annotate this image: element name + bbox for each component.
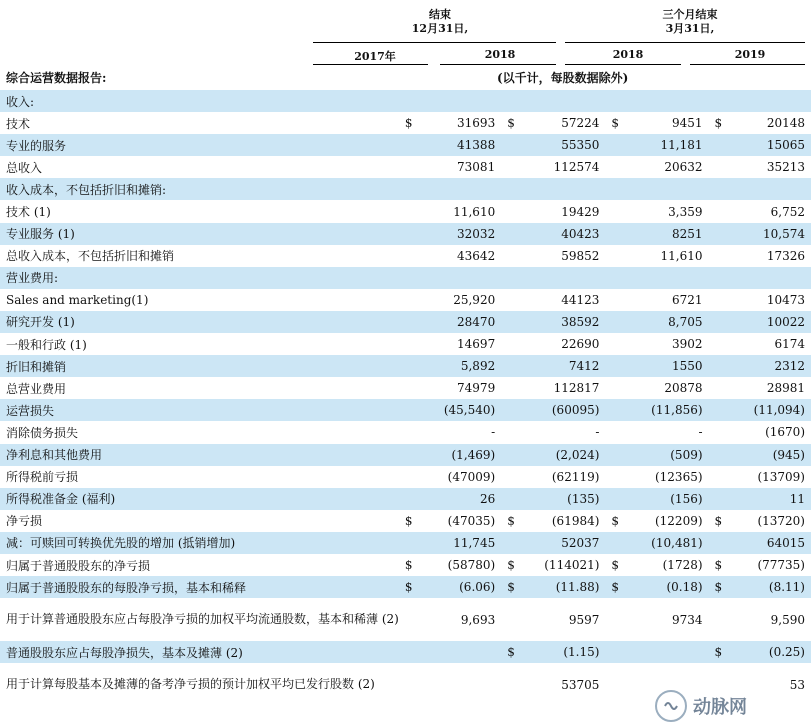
column-header-1: 2017年: [354, 50, 396, 63]
currency-cell: $: [605, 576, 623, 598]
currency-cell: [709, 223, 727, 245]
value-cell: 112817: [553, 381, 600, 396]
currency-cell: [399, 90, 417, 112]
value-cell: (60095): [519, 399, 605, 421]
value-cell: 22690: [561, 337, 600, 352]
currency-cell: [501, 377, 519, 399]
currency-cell: [605, 377, 623, 399]
row-label: Sales and marketing(1): [6, 292, 149, 307]
currency-cell: [709, 200, 727, 222]
currency-cell: $: [714, 513, 723, 528]
header-group-quarter-line1: 三个月结束: [662, 8, 718, 21]
value-cell: [624, 90, 709, 112]
currency-cell: [399, 333, 417, 355]
row-label: 技术 (1): [6, 205, 51, 220]
value-cell: 8,705: [624, 311, 709, 333]
header-group-annual-line2: 12月31日,: [411, 22, 469, 35]
currency-cell: $: [404, 116, 413, 131]
row-label: 归属于普通股股东的净亏损: [6, 558, 151, 573]
value-cell: (11.88): [519, 576, 605, 598]
currency-cell: [605, 663, 623, 706]
row-label: 总营业费用: [6, 381, 67, 396]
value-cell: 38592: [519, 311, 605, 333]
column-header-rule-4: [690, 64, 805, 65]
table-row: [0, 223, 811, 245]
value-cell: (6.06): [417, 576, 501, 598]
currency-cell: [605, 245, 623, 267]
value-cell: 6174: [774, 337, 805, 352]
currency-cell: [399, 598, 417, 641]
value-cell: 32032: [417, 223, 501, 245]
value-cell: 64015: [727, 532, 811, 554]
financial-table: [0, 90, 811, 706]
value-cell: (1728): [662, 558, 703, 573]
row-label: 净利息和其他费用: [0, 444, 399, 466]
unit-note: (以千计，每股数据除外): [497, 71, 629, 85]
value-cell: 55350: [519, 134, 605, 156]
value-cell: -: [698, 425, 703, 440]
currency-cell: $: [611, 116, 620, 131]
table-row: [0, 598, 811, 641]
value-cell: 26: [417, 488, 501, 510]
value-cell: 3,359: [668, 204, 703, 219]
row-label: 所得税准备金 (福利): [0, 488, 399, 510]
currency-cell: [605, 421, 623, 443]
value-cell: (135): [519, 488, 605, 510]
table-row: [0, 311, 811, 333]
value-cell: 59852: [561, 248, 600, 263]
value-cell: (10,481): [624, 532, 709, 554]
value-cell: (77735): [757, 558, 805, 573]
value-cell: (61984): [551, 513, 600, 528]
currency-cell: [501, 355, 519, 377]
column-header-rule-1: [313, 64, 428, 65]
currency-cell: [399, 466, 417, 488]
currency-cell: [709, 444, 727, 466]
table-row: [0, 488, 811, 510]
table-row: [0, 532, 811, 554]
value-cell: (1,469): [417, 444, 501, 466]
value-cell: (45,540): [417, 399, 501, 421]
value-cell: 41388: [417, 134, 501, 156]
currency-cell: $: [507, 513, 515, 528]
table-row: [0, 399, 811, 421]
row-label: 减：可赎回可转换优先股的增加 (抵销增加): [0, 532, 399, 554]
currency-cell: [501, 663, 519, 706]
currency-cell: [605, 156, 623, 178]
currency-cell: [399, 421, 417, 443]
currency-cell: [709, 466, 727, 488]
currency-cell: [501, 200, 519, 222]
value-cell: (8.11): [727, 576, 811, 598]
value-cell: 28470: [417, 311, 501, 333]
row-label: 折旧和摊销: [0, 355, 399, 377]
currency-cell: [399, 377, 417, 399]
table-row: [0, 289, 811, 311]
table-row: [0, 444, 811, 466]
currency-cell: [605, 399, 623, 421]
currency-cell: [605, 488, 623, 510]
value-cell: 2312: [727, 355, 811, 377]
value-cell: 44123: [561, 292, 600, 307]
table-row: [0, 510, 811, 532]
currency-cell: $: [404, 558, 413, 573]
value-cell: 73081: [457, 160, 496, 175]
currency-cell: [605, 289, 623, 311]
value-cell: 19429: [561, 204, 600, 219]
table-row: [0, 90, 811, 112]
value-cell: -: [595, 425, 600, 440]
currency-cell: [501, 466, 519, 488]
currency-cell: [501, 134, 519, 156]
currency-cell: [501, 598, 519, 641]
section-title: 综合运营数据报告:: [6, 71, 107, 85]
value-cell: (156): [624, 488, 709, 510]
value-cell: [417, 663, 501, 706]
currency-cell: $: [714, 116, 723, 131]
currency-cell: [399, 532, 417, 554]
row-label: 净亏损: [6, 514, 43, 529]
currency-cell: [605, 178, 623, 200]
value-cell: 5,892: [417, 355, 501, 377]
column-header-rule-2: [440, 64, 556, 65]
currency-cell: [399, 267, 417, 289]
table-row: [0, 267, 811, 289]
table-row: [0, 576, 811, 598]
currency-cell: [605, 333, 623, 355]
table-row: [0, 377, 811, 399]
column-header-rule-3: [565, 64, 681, 65]
currency-cell: [709, 333, 727, 355]
currency-cell: [501, 333, 519, 355]
currency-cell: [399, 178, 417, 200]
row-label: 收入成本，不包括折旧和摊销:: [0, 178, 399, 200]
row-label: 运营损失: [0, 399, 399, 421]
currency-cell: $: [507, 116, 515, 131]
value-cell: (13709): [757, 469, 805, 484]
currency-cell: [399, 311, 417, 333]
currency-cell: $: [611, 513, 620, 528]
table-row: [0, 554, 811, 576]
value-cell: (1.15): [519, 641, 605, 663]
value-cell: [519, 178, 605, 200]
currency-cell: [399, 399, 417, 421]
currency-cell: [399, 200, 417, 222]
value-cell: 20878: [664, 381, 703, 396]
row-label: 一般和行政 (1): [6, 337, 87, 352]
row-label: 营业费用:: [0, 267, 399, 289]
currency-cell: [501, 421, 519, 443]
value-cell: 3902: [671, 337, 703, 352]
table-row: [0, 641, 811, 663]
currency-cell: [501, 532, 519, 554]
currency-cell: [501, 444, 519, 466]
value-cell: (12365): [654, 469, 703, 484]
value-cell: -: [491, 425, 496, 440]
currency-cell: [399, 245, 417, 267]
watermark-text: 动脉网: [693, 697, 747, 718]
currency-cell: [501, 267, 519, 289]
currency-cell: [709, 488, 727, 510]
currency-cell: $: [611, 558, 620, 573]
row-label: 收入:: [0, 90, 399, 112]
row-label: 用于计算普通股股东应占每股净亏损的加权平均流通股数，基本和稀薄 (2): [6, 612, 399, 627]
value-cell: 9734: [671, 612, 703, 627]
row-label: 总收入: [6, 160, 43, 175]
value-cell: (62119): [551, 469, 600, 484]
value-cell: (509): [624, 444, 709, 466]
value-cell: [519, 267, 605, 289]
header-group-annual-line1: 结束: [429, 8, 451, 21]
value-cell: [417, 267, 501, 289]
value-cell: [417, 90, 501, 112]
currency-cell: [605, 444, 623, 466]
currency-cell: [501, 156, 519, 178]
value-cell: 43642: [457, 248, 496, 263]
currency-cell: [605, 532, 623, 554]
value-cell: (2,024): [519, 444, 605, 466]
table-row: [0, 112, 811, 134]
currency-cell: $: [709, 576, 727, 598]
currency-cell: [709, 532, 727, 554]
value-cell: 20148: [766, 116, 805, 131]
value-cell: (945): [727, 444, 811, 466]
currency-cell: [605, 466, 623, 488]
currency-cell: [501, 245, 519, 267]
row-label: 所得税前亏损: [6, 470, 79, 485]
value-cell: 9451: [671, 116, 703, 131]
column-header-2: 2018: [484, 48, 516, 61]
currency-cell: [709, 311, 727, 333]
value-cell: 11,610: [660, 248, 703, 263]
currency-cell: $: [399, 576, 417, 598]
value-cell: (1670): [765, 425, 805, 440]
value-cell: 1550: [624, 355, 709, 377]
column-header-4: 2019: [734, 48, 766, 61]
value-cell: 57224: [561, 116, 600, 131]
value-cell: 6,752: [770, 204, 805, 219]
currency-cell: $: [507, 558, 515, 573]
value-cell: [624, 178, 709, 200]
financial-table-body: [0, 90, 811, 706]
value-cell: 28981: [766, 381, 805, 396]
value-cell: (114021): [544, 558, 600, 573]
table-row: [0, 333, 811, 355]
value-cell: 10022: [727, 311, 811, 333]
value-cell: 10,574: [727, 223, 811, 245]
table-row: [0, 134, 811, 156]
table-row: [0, 466, 811, 488]
currency-cell: [605, 200, 623, 222]
value-cell: 112574: [553, 160, 600, 175]
value-cell: 11,181: [624, 134, 709, 156]
table-row: [0, 355, 811, 377]
value-cell: 6721: [671, 292, 703, 307]
value-cell: [727, 267, 811, 289]
currency-cell: [709, 178, 727, 200]
value-cell: 25,920: [453, 292, 496, 307]
currency-cell: [399, 641, 417, 663]
value-cell: 11,745: [417, 532, 501, 554]
value-cell: 74979: [457, 381, 496, 396]
row-label: 归属于普通股股东的每股净亏损，基本和稀释: [0, 576, 399, 598]
row-label: 专业的服务: [0, 134, 399, 156]
value-cell: 7412: [519, 355, 605, 377]
value-cell: [519, 90, 605, 112]
header-group-quarter-line2: 3月31日,: [665, 22, 715, 35]
currency-cell: [605, 90, 623, 112]
currency-cell: [399, 223, 417, 245]
value-cell: (12209): [654, 513, 703, 528]
currency-cell: [501, 289, 519, 311]
table-row: [0, 156, 811, 178]
value-cell: 8251: [624, 223, 709, 245]
header-group-quarter: [630, 8, 750, 36]
row-label: 用于计算每股基本及摊薄的备考净亏损的预计加权平均已发行股数 (2): [6, 677, 375, 692]
row-label: 普通股股东应占每股净损失，基本及摊薄 (2): [0, 641, 399, 663]
value-cell: 9,590: [770, 612, 805, 627]
currency-cell: $: [404, 513, 413, 528]
currency-cell: [709, 90, 727, 112]
header-group-annual-rule: [313, 42, 556, 43]
value-cell: (13720): [757, 513, 805, 528]
value-cell: 52037: [519, 532, 605, 554]
table-row: [0, 200, 811, 222]
currency-cell: $: [714, 558, 723, 573]
value-cell: (11,094): [727, 399, 811, 421]
value-cell: 9597: [568, 612, 600, 627]
value-cell: 11,610: [453, 204, 496, 219]
value-cell: 11: [727, 488, 811, 510]
value-cell: 20632: [664, 160, 703, 175]
value-cell: (47035): [447, 513, 496, 528]
value-cell: 10473: [766, 292, 805, 307]
value-cell: 40423: [519, 223, 605, 245]
watermark-logo-icon: [655, 690, 687, 722]
value-cell: 31693: [457, 116, 496, 131]
table-row: [0, 421, 811, 443]
currency-cell: $: [501, 576, 519, 598]
table-row: [0, 178, 811, 200]
currency-cell: [709, 399, 727, 421]
currency-cell: $: [501, 641, 519, 663]
currency-cell: [709, 421, 727, 443]
currency-cell: [709, 245, 727, 267]
value-cell: 9,693: [460, 612, 496, 627]
currency-cell: [501, 223, 519, 245]
header-group-quarter-rule: [565, 42, 805, 43]
currency-cell: [399, 355, 417, 377]
value-cell: 17326: [766, 248, 805, 263]
value-cell: 53705: [561, 677, 600, 692]
value-cell: 35213: [766, 160, 805, 175]
currency-cell: [501, 488, 519, 510]
currency-cell: [709, 156, 727, 178]
currency-cell: [501, 90, 519, 112]
row-label: 专业服务 (1): [0, 223, 399, 245]
value-cell: [624, 641, 709, 663]
value-cell: (0.25): [727, 641, 811, 663]
currency-cell: [605, 267, 623, 289]
currency-cell: [605, 641, 623, 663]
currency-cell: [709, 355, 727, 377]
value-cell: 15065: [727, 134, 811, 156]
currency-cell: [605, 223, 623, 245]
value-cell: 14697: [457, 337, 496, 352]
currency-cell: [399, 134, 417, 156]
currency-cell: [605, 355, 623, 377]
row-label: 消除债务损失: [6, 425, 79, 440]
value-cell: (0.18): [624, 576, 709, 598]
currency-cell: [709, 134, 727, 156]
row-label: 技术: [6, 116, 31, 131]
value-cell: 53: [789, 677, 805, 692]
value-cell: (11,856): [624, 399, 709, 421]
value-cell: [417, 641, 501, 663]
currency-cell: [501, 399, 519, 421]
currency-cell: [605, 311, 623, 333]
value-cell: [727, 90, 811, 112]
row-label: 总收入成本，不包括折旧和摊销: [6, 249, 175, 264]
currency-cell: [709, 289, 727, 311]
row-label: 研究开发 (1): [0, 311, 399, 333]
currency-cell: [709, 598, 727, 641]
currency-cell: [501, 178, 519, 200]
currency-cell: [709, 267, 727, 289]
currency-cell: $: [709, 641, 727, 663]
currency-cell: [709, 377, 727, 399]
value-cell: (47009): [447, 469, 496, 484]
currency-cell: [399, 156, 417, 178]
currency-cell: [501, 311, 519, 333]
header-group-annual: [380, 8, 500, 36]
watermark: [655, 688, 805, 724]
value-cell: [624, 267, 709, 289]
currency-cell: [399, 289, 417, 311]
value-cell: (58780): [447, 558, 496, 573]
value-cell: [417, 178, 501, 200]
currency-cell: [399, 488, 417, 510]
currency-cell: [399, 444, 417, 466]
column-header-3: 2018: [612, 48, 644, 61]
currency-cell: [605, 598, 623, 641]
currency-cell: [399, 663, 417, 706]
value-cell: [727, 178, 811, 200]
currency-cell: [605, 134, 623, 156]
table-row: [0, 245, 811, 267]
